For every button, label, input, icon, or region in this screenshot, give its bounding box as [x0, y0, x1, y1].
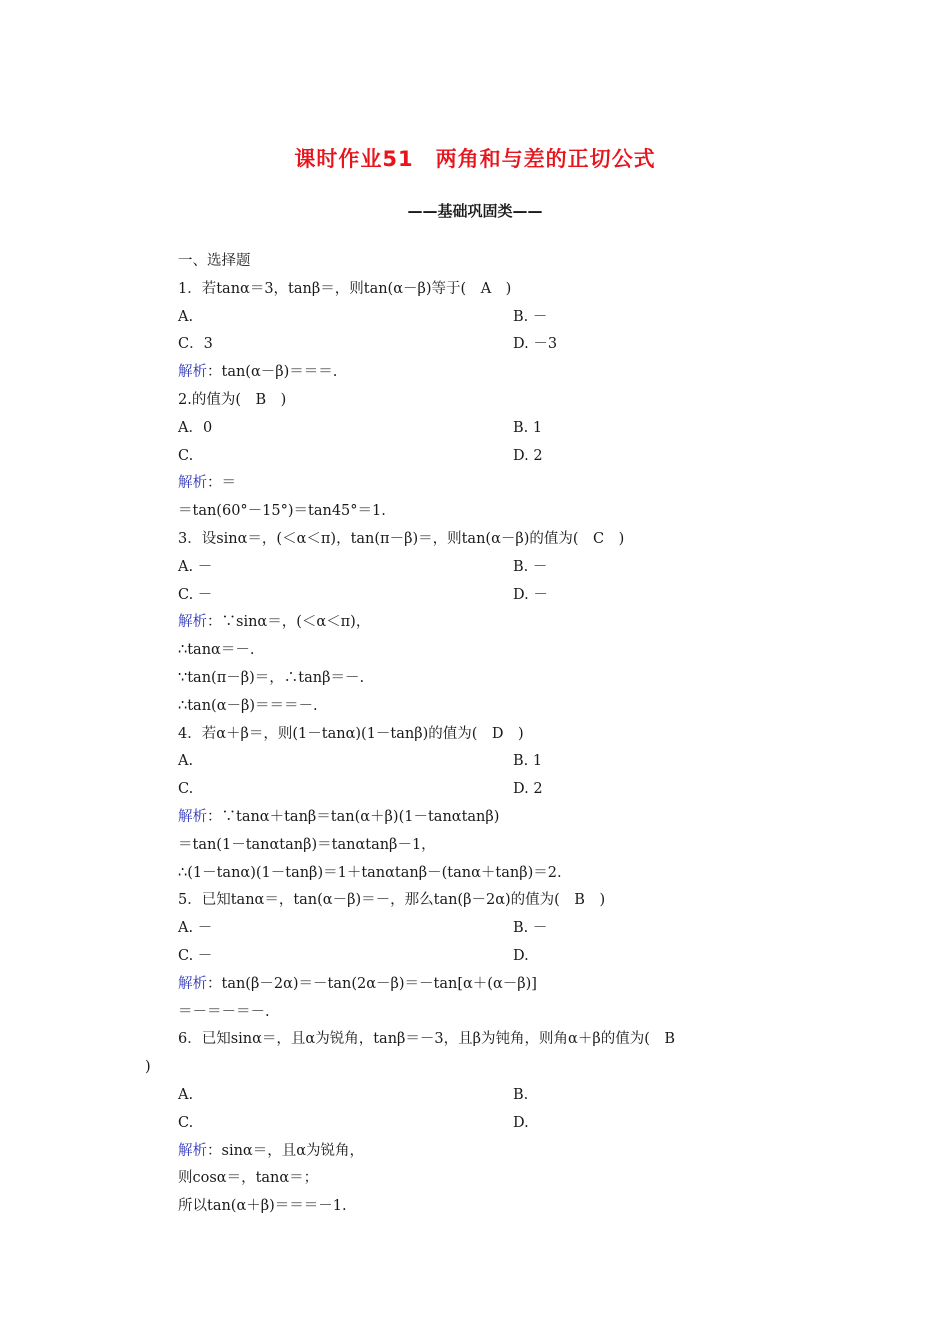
solution-text: ：tan(β－2α)＝－tan(2α－β)＝－tan[α＋(α－β)] — [207, 975, 537, 992]
solution-line: ＝－＝－＝－. — [178, 1003, 270, 1020]
section-heading: 一、选择题 — [178, 253, 251, 269]
solution-line: ＝tan(60°－15°)＝tan45°＝1. — [178, 503, 386, 520]
question-5-options-row-1 — [145, 915, 815, 943]
option-d: D. — [513, 1114, 529, 1131]
option-c: C. — [178, 1114, 194, 1131]
solution-text: ：＝ — [207, 475, 236, 492]
question-2-solution — [145, 470, 815, 498]
solution-text: ：∵tanα＋tanβ＝tan(α＋β)(1－tanαtanβ) — [207, 808, 500, 825]
solution-line: ∴tan(α－β)＝＝＝－. — [178, 697, 318, 714]
option-c: C. — [178, 781, 194, 798]
option-d: D. 2 — [513, 781, 543, 798]
option-c: C．3 — [178, 336, 213, 353]
option-a: A. — [178, 308, 194, 325]
solution-text: ：∵sinα＝，(＜α＜π)， — [207, 614, 371, 631]
question-1-options-row-2 — [145, 331, 815, 359]
solution-text: ：tan(α－β)＝＝＝. — [207, 364, 338, 381]
option-c: C. — [178, 447, 194, 464]
jiexi-label: 解析 — [178, 364, 207, 381]
option-d: D. －3 — [513, 336, 558, 353]
document-body — [145, 248, 815, 1221]
jiexi-label: 解析 — [178, 808, 207, 825]
question-4-solution — [145, 804, 815, 832]
question-5-stem: 5．已知tanα＝，tan(α－β)＝－，那么tan(β－2α)的值为( B ) — [178, 892, 606, 909]
option-b: B. 1 — [513, 419, 543, 436]
jiexi-label: 解析 — [178, 1142, 207, 1159]
solution-line: ＝tan(1－tanαtanβ)＝tanαtanβ－1， — [178, 836, 436, 853]
option-b: B. － — [513, 308, 548, 325]
question-6-stem-wrap: ) — [145, 1059, 151, 1076]
option-b: B. — [513, 1086, 529, 1103]
question-3-solution — [145, 609, 815, 637]
question-6-options-row-1 — [145, 1082, 815, 1110]
question-3-options-row-2 — [145, 582, 815, 610]
option-c: C. － — [178, 947, 213, 964]
option-a: A. － — [178, 920, 213, 937]
question-6-stem: 6．已知sinα＝，且α为锐角，tanβ＝－3，且β为钝角，则角α＋β的值为( B — [178, 1031, 676, 1048]
question-6-solution — [145, 1138, 815, 1166]
option-d: D. － — [513, 586, 548, 603]
option-a: A. － — [178, 558, 213, 575]
question-3-options-row-1 — [145, 554, 815, 582]
solution-text: ：sinα＝，且α为锐角， — [207, 1142, 364, 1159]
solution-line: ∴tanα＝－. — [178, 642, 255, 659]
jiexi-label: 解析 — [178, 614, 207, 631]
question-2-stem: 2.的值为( B ) — [178, 391, 287, 408]
solution-line: 所以tan(α＋β)＝＝＝－1. — [178, 1198, 347, 1215]
option-d: D. — [513, 947, 529, 964]
question-1-solution — [145, 359, 815, 387]
jiexi-label: 解析 — [178, 475, 207, 492]
option-b: B. － — [513, 558, 548, 575]
page-title: 课时作业51 两角和与差的正切公式 — [294, 147, 656, 171]
section-subtitle: ——基础巩固类—— — [407, 202, 543, 220]
option-a: A. — [178, 753, 194, 770]
solution-line: ∴(1－tanα)(1－tanβ)＝1＋tanαtanβ－(tanα＋tanβ)＝2. — [178, 864, 562, 881]
option-b: B. 1 — [513, 753, 543, 770]
option-d: D. 2 — [513, 447, 543, 464]
question-1-options-row-1 — [145, 304, 815, 332]
question-4-options-row-1 — [145, 748, 815, 776]
question-6-options-row-2 — [145, 1110, 815, 1138]
question-4-options-row-2 — [145, 776, 815, 804]
question-5-options-row-2 — [145, 943, 815, 971]
solution-line: ∵tan(π－β)＝，∴tanβ＝－. — [178, 669, 365, 686]
question-4-stem: 4．若α＋β＝，则(1－tanα)(1－tanβ)的值为( D ) — [178, 725, 524, 742]
option-b: B. － — [513, 920, 548, 937]
jiexi-label: 解析 — [178, 975, 207, 992]
solution-line: 则cosα＝，tanα＝； — [178, 1170, 319, 1187]
option-c: C. － — [178, 586, 213, 603]
question-2-options-row-1 — [145, 415, 815, 443]
question-5-solution — [145, 971, 815, 999]
option-a: A．0 — [178, 419, 213, 436]
question-1-stem: 1．若tanα＝3，tanβ＝，则tan(α－β)等于( A ) — [178, 280, 512, 297]
option-a: A. — [178, 1086, 194, 1103]
question-2-options-row-2 — [145, 443, 815, 471]
question-3-stem: 3．设sinα＝，(＜α＜π)，tan(π－β)＝，则tan(α－β)的值为( C ) — [178, 530, 625, 547]
